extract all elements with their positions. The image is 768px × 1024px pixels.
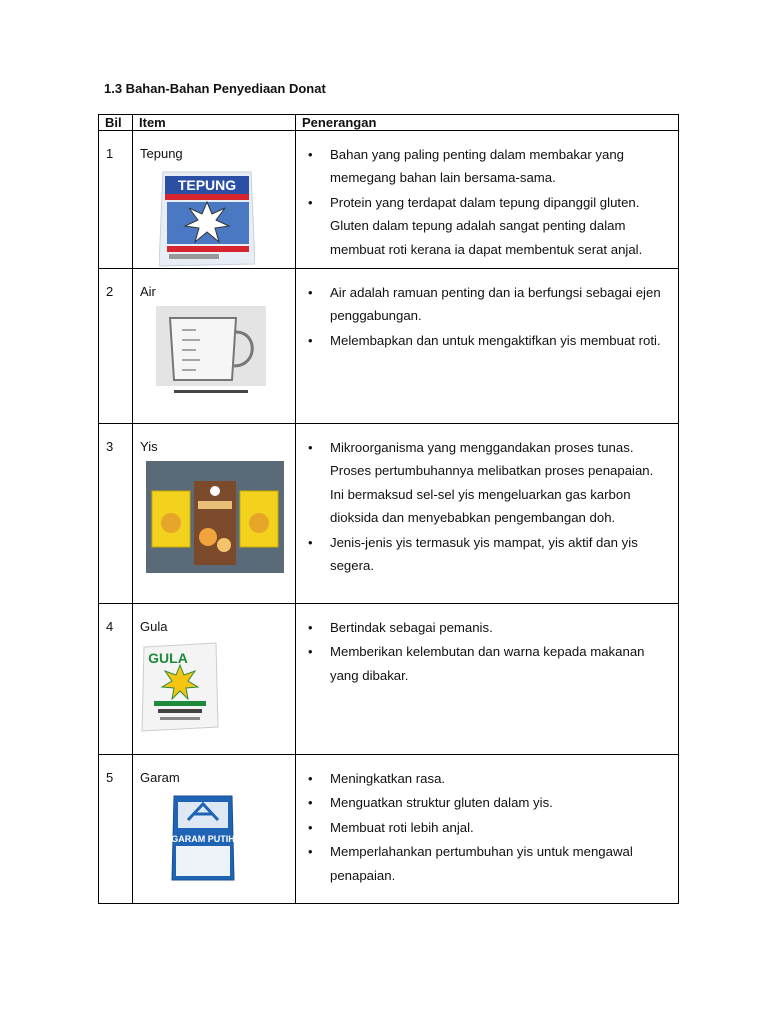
item-cell [133,269,296,424]
point: • Air adalah ramuan penting dan ia berfungsi sebagai ejen penggabungan. [302,281,670,328]
yeast-packets-image [146,461,284,573]
table-header-row [99,115,679,131]
point: • Memberikan kelembutan dan warna kepada makanan yang dibakar. [302,640,670,687]
point: • Mikroorganisma yang menggandakan proses tunas. Proses pertumbuhannya melibatkan proses penapaian. Ini bermaksud sel-sel yis mengeluarkan gas karbon dioksida dan menyebabkan pengembangan doh. [302,436,670,530]
row-number: 4 [99,604,133,755]
item-name: Yis [140,439,158,454]
item-cell [133,131,296,269]
salt-bag-image [170,794,236,882]
header-penerangan: Penerangan [296,115,679,131]
header-bil: Bil [99,115,133,131]
item-cell [133,755,296,904]
description-cell [296,755,679,904]
header-item: Item [133,115,296,131]
description-cell [296,269,679,424]
description-cell [296,131,679,269]
table-row [99,604,679,755]
point: • Jenis-jenis yis termasuk yis mampat, yis aktif dan yis segera. [302,531,670,578]
item-name: Tepung [140,146,183,161]
description-cell [296,604,679,755]
point: • Membuat roti lebih anjal. [302,816,670,839]
row-number: 2 [99,269,133,424]
table-row [99,269,679,424]
point: • Protein yang terdapat dalam tepung dipanggil gluten. Gluten dalam tepung adalah sangat penting dalam membuat roti kerana ia dapat membentuk serat anjal. [302,191,670,261]
item-cell [133,604,296,755]
point: • Meningkatkan rasa. [302,767,670,790]
point: • Menguatkan struktur gluten dalam yis. [302,791,670,814]
flour-bag-image [159,168,255,268]
item-cell [133,424,296,604]
row-number: 3 [99,424,133,604]
document-title: 1.3 Bahan-Bahan Penyediaan Donat [104,81,326,96]
description-cell [296,424,679,604]
item-name: Air [140,284,156,299]
salt-bag-label: GARAM PUTIH [171,834,235,844]
table-row [99,424,679,604]
point: • Melembapkan dan untuk mengaktifkan yis membuat roti. [302,329,670,352]
sugar-bag-label: GULA [148,650,188,666]
point: • Bahan yang paling penting dalam membakar yang memegang bahan lain bersama-sama. [302,143,670,190]
sugar-bag-image [140,641,220,733]
item-name: Gula [140,619,168,634]
table-row [99,755,679,904]
row-number: 1 [99,131,133,269]
item-name: Garam [140,770,180,785]
table-row [99,131,679,269]
flour-bag-label: TEPUNG [177,177,237,193]
row-number: 5 [99,755,133,904]
point: • Bertindak sebagai pemanis. [302,616,670,639]
point: • Memperlahankan pertumbuhan yis untuk mengawal penapaian. [302,840,670,887]
measuring-jug-image [156,306,266,396]
ingredients-table [98,114,679,904]
